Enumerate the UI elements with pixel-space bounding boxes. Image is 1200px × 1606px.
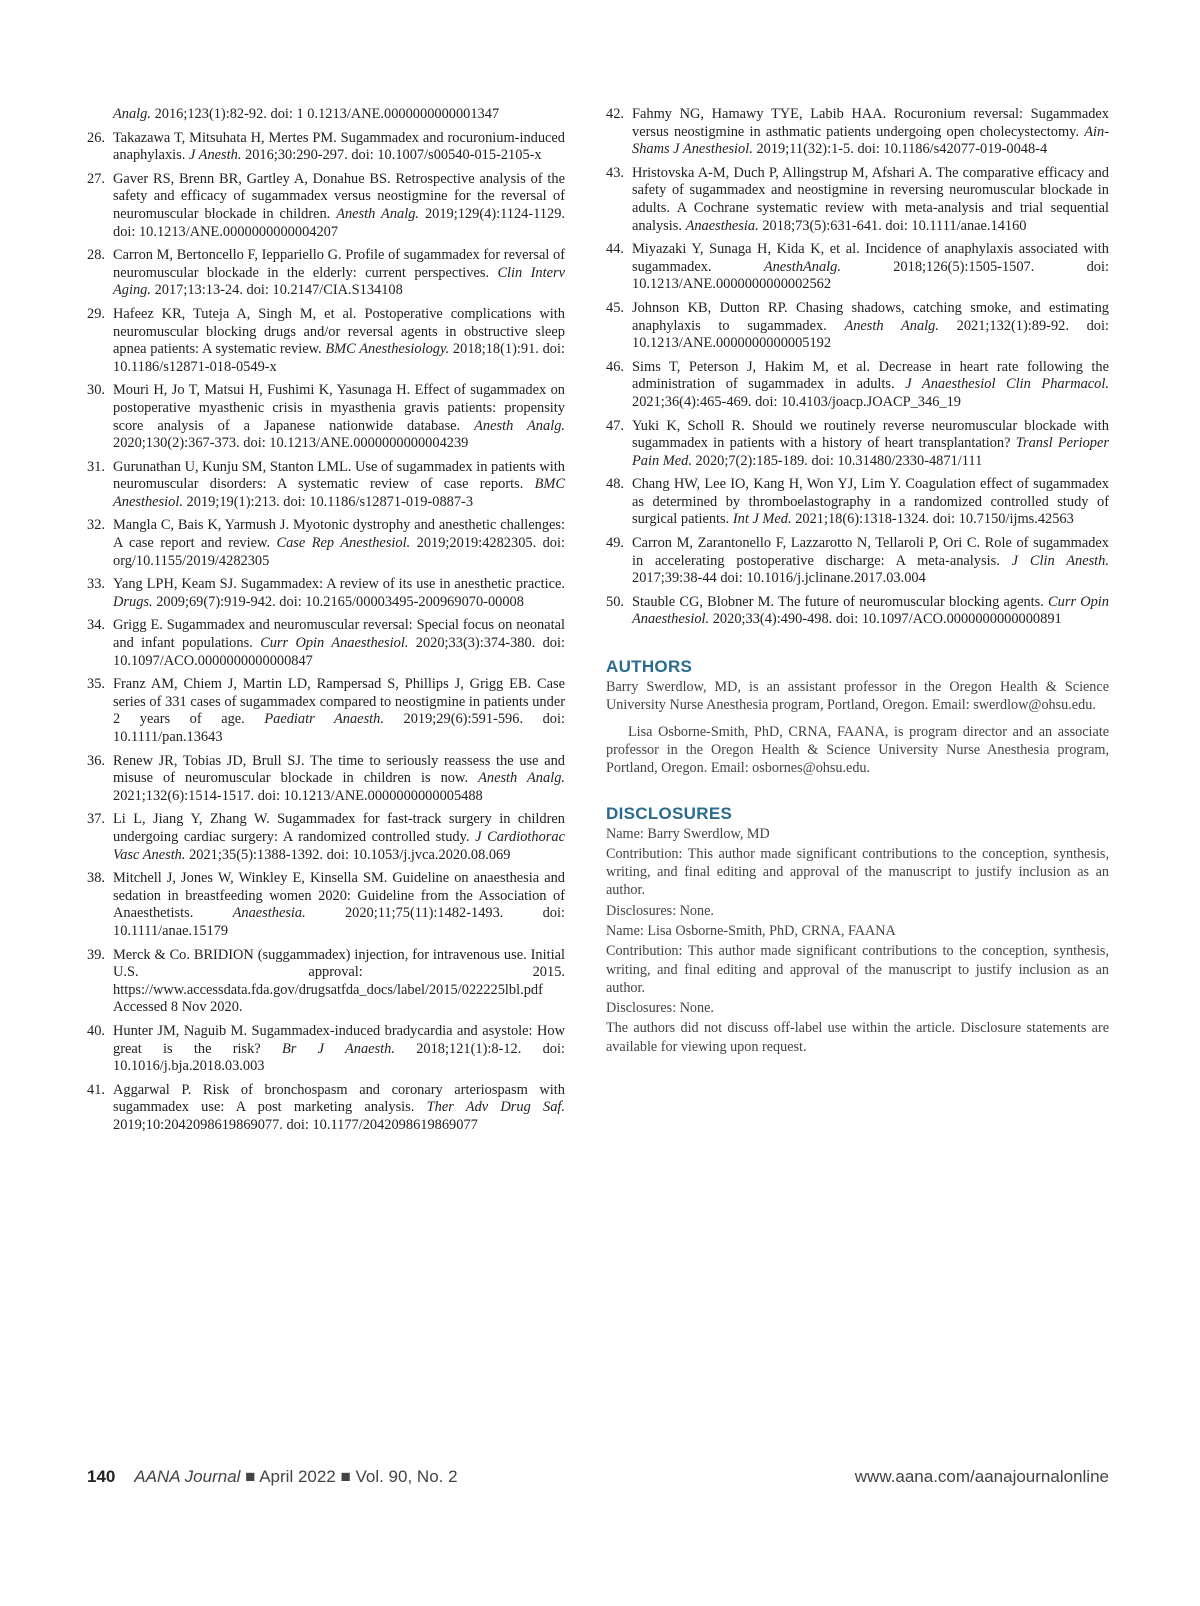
reference-journal: Anesth Analg.: [336, 205, 420, 222]
reference-number: 37.: [87, 811, 105, 828]
reference-text: [632, 359, 1109, 412]
reference-citation: 2021;18(6):1318-1324. doi: 10.7150/ijms.42563: [791, 511, 1074, 528]
reference-item: [87, 811, 565, 864]
reference-citation: 2019;29(6):591-596. doi: 10.1111/pan.13643: [113, 711, 565, 745]
reference-text: [632, 241, 1109, 294]
reference-text: [632, 476, 1109, 529]
reference-item: [606, 359, 1109, 412]
disclosure-line: Disclosures: None.: [606, 902, 714, 919]
reference-item: [87, 382, 565, 452]
reference-journal: Analg.: [113, 106, 151, 122]
authors-heading: AUTHORS: [606, 657, 693, 677]
reference-body: Mangla C, Bais K, Yarmush J. Myotonic dystrophy and anesthetic challenges: A case report and review.: [113, 517, 565, 552]
reference-journal: Drugs.: [113, 593, 153, 610]
reference-item: [87, 130, 565, 165]
reference-journal: Int J Med.: [732, 511, 792, 528]
reference-citation: 2020;33(4):490-498. doi: 10.1097/ACO.0000000000000891: [709, 611, 1062, 628]
reference-number: 32.: [87, 517, 105, 534]
reference-body: Franz AM, Chiem J, Martin LD, Rampersad S, Phillips J, Grigg EB. Case series of 331 cases of sugammadex compared to neostigmine in patients under 2 years of age.: [113, 676, 565, 728]
reference-journal: Anesth Analg.: [474, 417, 565, 434]
reference-item: [87, 1023, 565, 1076]
reference-citation: 2021;132(1):89-92. doi: 10.1213/ANE.0000000000005192: [632, 317, 1110, 352]
reference-body: Carron M, Zarantonello F, Lazzarotto N, Tellaroli P, Ori C. Role of sugammadex in accelerating postoperative discharge: A meta-analysis.: [632, 535, 1109, 569]
reference-item: [87, 947, 565, 1017]
reference-citation: 2016;30:290-297. doi: 10.1007/s00540-015-2105-x: [241, 147, 542, 164]
reference-citation: 2019;129(4):1124-1129. doi: 10.1213/ANE.0000000000004207: [113, 205, 565, 240]
reference-body: Mitchell J, Jones W, Winkley E, Kinsella SM. Guideline on anaesthesia and sedation in breastfeeding women 2020: Guideline from the Association of Anaesthetists.: [113, 870, 565, 922]
reference-journal: Anaesthesia.: [232, 905, 306, 922]
reference-number: 42.: [606, 106, 624, 122]
reference-journal: J Cardiothorac Vasc Anesth.: [113, 828, 565, 863]
reference-citation: 2018;121(1):8-12. doi: 10.1016/j.bja.2018.03.003: [113, 1040, 565, 1075]
reference-text: [632, 300, 1109, 353]
reference-text: [632, 418, 1109, 471]
reference-citation: 2020;7(2):185-189. doi: 10.31480/2330-4871/111: [691, 452, 983, 469]
reference-item: [606, 594, 1109, 629]
reference-item: [87, 247, 565, 300]
reference-body: Carron M, Bertoncello F, Ieppariello G. Profile of sugammadex for reversal of neuromuscular blockade in the elderly: current perspectives.: [113, 247, 565, 281]
reference-number: 33.: [87, 576, 105, 593]
reference-journal: Clin Interv Aging.: [113, 264, 566, 299]
reference-citation: 2019;10:2042098619869077. doi: 10.1177/2042098619869077: [113, 1116, 478, 1133]
right-column: [606, 106, 1109, 1058]
reference-body: Chang HW, Lee IO, Kang H, Won YJ, Lim Y. Coagulation effect of sugammadex as determined by thromboelastography in a randomized controlled study of surgical patients.: [632, 476, 1109, 528]
reference-citation: 2017;13:13-24. doi: 10.2147/CIA.S134108: [150, 282, 403, 299]
reference-item: [606, 300, 1109, 353]
reference-body: Miyazaki Y, Sunaga H, Kida K, et al. Incidence of anaphylaxis associated with sugammadex.: [632, 241, 1109, 275]
reference-body: Yang LPH, Keam SJ. Sugammadex: A review of its use in anesthetic practice.: [113, 576, 565, 593]
reference-text: [113, 459, 565, 512]
reference-journal: J Anesth.: [188, 147, 242, 164]
reference-text: [113, 870, 565, 940]
reference-number: 29.: [87, 305, 105, 322]
reference-journal: Br J Anaesth.: [281, 1040, 395, 1057]
author-bio-swerdlow: Barry Swerdlow, MD, is an assistant professor in the Oregon Health & Science University Nurse Anesthesia program, Portland, Oregon. Email: swerdlow@ohsu.edu.: [606, 679, 1109, 714]
reference-number: 44.: [606, 241, 624, 258]
reference-citation: 2021;36(4):465-469. doi: 10.4103/joacp.JOACP_346_19: [632, 393, 961, 410]
reference-text: [87, 106, 565, 124]
reference-citation: 2019;2019:4282305. doi: org/10.1155/2019/4282305: [113, 535, 565, 569]
reference-journal: Ther Adv Drug Saf.: [426, 1099, 565, 1116]
reference-number: 40.: [87, 1022, 105, 1039]
reference-journal: Transl Perioper Pain Med.: [632, 435, 1109, 469]
reference-number: 35.: [87, 676, 105, 693]
disclosure-line: Name: Barry Swerdlow, MD: [606, 825, 770, 842]
reference-item: [606, 241, 1109, 294]
reference-item: [87, 517, 565, 570]
reference-text: [113, 247, 565, 300]
reference-number: 43.: [606, 164, 624, 181]
reference-number: 49.: [606, 535, 624, 552]
reference-body: Gaver RS, Brenn BR, Gartley A, Donahue BS. Retrospective analysis of the safety and efficacy of sugammadex versus neostigmine for the reversal of neuromuscular blockade in children.: [113, 170, 565, 222]
reference-journal: Anesth Analg.: [844, 317, 939, 334]
reference-journal: Ain-Shams J Anesthesiol.: [632, 123, 1109, 158]
reference-item: [87, 306, 565, 376]
reference-journal: Paediatr Anaesth.: [264, 711, 384, 728]
reference-text: [113, 947, 565, 1017]
reference-body: Hafeez KR, Tuteja A, Singh M, et al. Postoperative complications with neuromuscular blocking drugs and/or reversal agents in obstructive sleep apnea patients: A systematic review.: [113, 305, 565, 358]
reference-text: [113, 517, 565, 570]
reference-citation: 2020;130(2):367-373. doi: 10.1213/ANE.0000000000004239: [113, 435, 469, 452]
reference-item: [606, 535, 1109, 588]
reference-citation: 2021;132(6):1514-1517. doi: 10.1213/ANE.0000000000005488: [113, 787, 483, 804]
reference-journal: Curr Opin Anaesthesiol.: [260, 635, 409, 652]
disclosures-heading: DISCLOSURES: [606, 803, 733, 823]
reference-item: [87, 576, 565, 611]
reference-body: Stauble CG, Blobner M. The future of neuromuscular blocking agents.: [632, 593, 1049, 610]
page-number: 140: [87, 1467, 116, 1486]
reference-text: [113, 1082, 565, 1135]
reference-text: [113, 576, 565, 611]
reference-journal: BMC Anesthesiology.: [325, 341, 450, 358]
reference-body: Aggarwal P. Risk of bronchospasm and coronary arteriospasm with sugammadex use: A post marketing analysis.: [113, 1081, 565, 1116]
reference-item: [87, 870, 565, 940]
right-references: [606, 106, 1109, 629]
disclosure-line: Contribution: This author made significant contributions to the conception, synthesis, writing, and final editing and approval of the manuscript to justify inclusion as an author.: [606, 943, 1109, 996]
reference-number: 30.: [87, 382, 105, 399]
reference-number: 48.: [606, 476, 624, 493]
reference-item: [606, 106, 1109, 159]
reference-item: [87, 171, 565, 241]
reference-body: Sims T, Peterson J, Hakim M, et al. Decrease in heart rate following the administration of sugammadex in adults.: [632, 358, 1109, 393]
reference-item: [606, 165, 1109, 235]
reference-citation: 2016;123(1):82-92. doi: 1 0.1213/ANE.0000000000001347: [150, 106, 500, 122]
reference-number: 46.: [606, 358, 624, 375]
reference-citation: 2018;73(5):631-641. doi: 10.1111/anae.14160: [758, 217, 1027, 234]
reference-item: [606, 418, 1109, 471]
reference-journal: Case Rep Anesthesiol.: [276, 535, 411, 552]
reference-item: [87, 1082, 565, 1135]
reference-text: [113, 811, 565, 864]
reference-body: Grigg E. Sugammadex and neuromuscular reversal: Special focus on neonatal and infant populations.: [113, 617, 565, 652]
journal-name: AANA Journal: [134, 1467, 241, 1486]
reference-citation: 2020;11;75(11):1482-1493. doi: 10.1111/anae.15179: [113, 905, 566, 939]
disclosure-line: Disclosures: None.: [606, 1000, 714, 1017]
reference-journal: Anesth Analg.: [478, 770, 565, 787]
reference-text: [113, 753, 565, 806]
reference-journal: J Clin Anesth.: [1011, 552, 1109, 569]
reference-text: [113, 130, 565, 165]
reference-text: [632, 594, 1109, 629]
reference-number: 50.: [606, 593, 624, 610]
reference-body: Takazawa T, Mitsuhata H, Mertes PM. Sugammadex and rocuronium-induced anaphylaxis.: [113, 129, 565, 164]
reference-number: 28.: [87, 247, 105, 264]
left-column-references: [87, 106, 565, 1140]
reference-item: [87, 106, 565, 124]
reference-item: [606, 476, 1109, 529]
reference-body: Merck & Co. BRIDION (suggammadex) injection, for intravenous use. Initial U.S. approval: 2015. https://www.accessdata.fda.gov/drugsatfda_docs/label/2015/022225lbl.pdf Accessed 8 Nov 2020.: [113, 946, 565, 1016]
reference-body: Renew JR, Tobias JD, Brull SJ. The time to seriously reassess the use and misuse of neuromuscular blockade in children is now.: [113, 752, 565, 787]
reference-item: [87, 676, 565, 746]
reference-item: [87, 617, 565, 670]
reference-journal: BMC Anesthesiol.: [113, 476, 565, 510]
reference-citation: 2020;33(3):374-380. doi: 10.1097/ACO.0000000000000847: [113, 635, 566, 669]
disclosure-line: The authors did not discuss off-label use within the article. Disclosure statements are available for viewing upon request.: [606, 1020, 1109, 1055]
reference-number: 26.: [87, 129, 105, 146]
reference-text: [113, 171, 565, 241]
reference-text: [113, 306, 565, 376]
reference-body: Gurunathan U, Kunju SM, Stanton LML. Use of sugammadex in patients with neuromuscular disorders: A systematic review of case reports.: [113, 458, 565, 493]
reference-number: 47.: [606, 417, 624, 434]
reference-citation: 2019;19(1):213. doi: 10.1186/s12871-019-0887-3: [182, 493, 474, 510]
reference-text: [632, 535, 1109, 588]
reference-body: Johnson KB, Dutton RP. Chasing shadows, catching smoke, and estimating anaphylaxis to sugammadex.: [632, 299, 1109, 334]
reference-text: [113, 617, 565, 670]
reference-text: [113, 1023, 565, 1076]
reference-journal: AnesthAnalg.: [763, 258, 841, 275]
reference-number: 36.: [87, 752, 105, 769]
reference-number: 45.: [606, 299, 624, 316]
reference-number: 38.: [87, 870, 105, 887]
reference-journal: J Anaesthesiol Clin Pharmacol.: [905, 376, 1109, 393]
reference-journal: Curr Opin Anaesthesiol.: [632, 593, 1110, 628]
reference-number: 31.: [87, 458, 105, 475]
disclosure-line: Contribution: This author made significant contributions to the conception, synthesis, writing, and final editing and approval of the manuscript to justify inclusion as an author.: [606, 845, 1109, 899]
reference-text: [113, 382, 565, 452]
reference-body: Mouri H, Jo T, Matsui H, Fushimi K, Yasunaga H. Effect of sugammadex on postoperative myasthenic crisis in myasthenia gravis patients: propensity score analysis of a Japanese nationwide database.: [113, 382, 565, 434]
reference-text: [632, 106, 1109, 159]
reference-citation: 2009;69(7):919-942. doi: 10.2165/00003495-200969070-00008: [152, 593, 524, 610]
reference-number: 41.: [87, 1081, 105, 1098]
reference-number: 34.: [87, 617, 105, 634]
reference-body: Li L, Jiang Y, Zhang W. Sugammadex for fast-track surgery in children undergoing cardiac surgery: A randomized controlled study.: [113, 811, 565, 845]
reference-body: Yuki K, Scholl R. Should we routinely reverse neuromuscular blockade with sugammadex in patients with a history of heart transplantation?: [632, 417, 1109, 452]
reference-body: Fahmy NG, Hamawy TYE, Labib HAA. Rocuronium reversal: Sugammadex versus neostigmine in asthmatic patients undergoing open cholecystectomy.: [632, 106, 1109, 140]
reference-citation: 2018;18(1):91. doi: 10.1186/s12871-018-0549-x: [113, 341, 565, 375]
reference-journal: Anaesthesia.: [685, 217, 759, 234]
reference-body: Hunter JM, Naguib M. Sugammadex-induced bradycardia and asystole: How great is the risk?: [113, 1022, 565, 1057]
reference-body: Hristovska A-M, Duch P, Allingstrup M, Afshari A. The comparative efficacy and safety of sugammadex and neostigmine in reversing neuromuscular blockade in adults. A Cochrane systematic review with meta-analysis and trial sequential analysis.: [632, 164, 1109, 234]
author-bio-osborne-smith: Lisa Osborne-Smith, PhD, CRNA, FAANA, is program director and an associate professor in the Oregon Health & Science University Nurse Anesthesia program, Portland, Oregon. Email: osbornes@ohsu.edu.: [606, 723, 1109, 777]
reference-citation: 2021;35(5):1388-1392. doi: 10.1053/j.jvca.2020.08.069: [185, 846, 511, 863]
reference-text: [113, 676, 565, 746]
reference-text: [632, 165, 1109, 235]
disclosures-block: [606, 825, 1109, 1057]
disclosure-line: Name: Lisa Osborne-Smith, PhD, CRNA, FAANA: [606, 923, 896, 939]
issue-info: ■ April 2022 ■ Vol. 90, No. 2: [240, 1467, 458, 1486]
reference-item: [87, 459, 565, 512]
reference-citation: 2019;11(32):1-5. doi: 10.1186/s42077-019-0048-4: [752, 141, 1048, 158]
reference-item: [87, 753, 565, 806]
journal-url-link[interactable]: www.aana.com/aanajournalonline: [854, 1467, 1109, 1486]
reference-number: 27.: [87, 170, 105, 187]
reference-citation: 2017;39:38-44 doi: 10.1016/j.jclinane.2017.03.004: [632, 570, 926, 587]
reference-number: 39.: [87, 946, 105, 963]
page-footer: [87, 1467, 1109, 1491]
reference-citation: 2018;126(5):1505-1507. doi: 10.1213/ANE.0000000000002562: [632, 258, 1109, 293]
